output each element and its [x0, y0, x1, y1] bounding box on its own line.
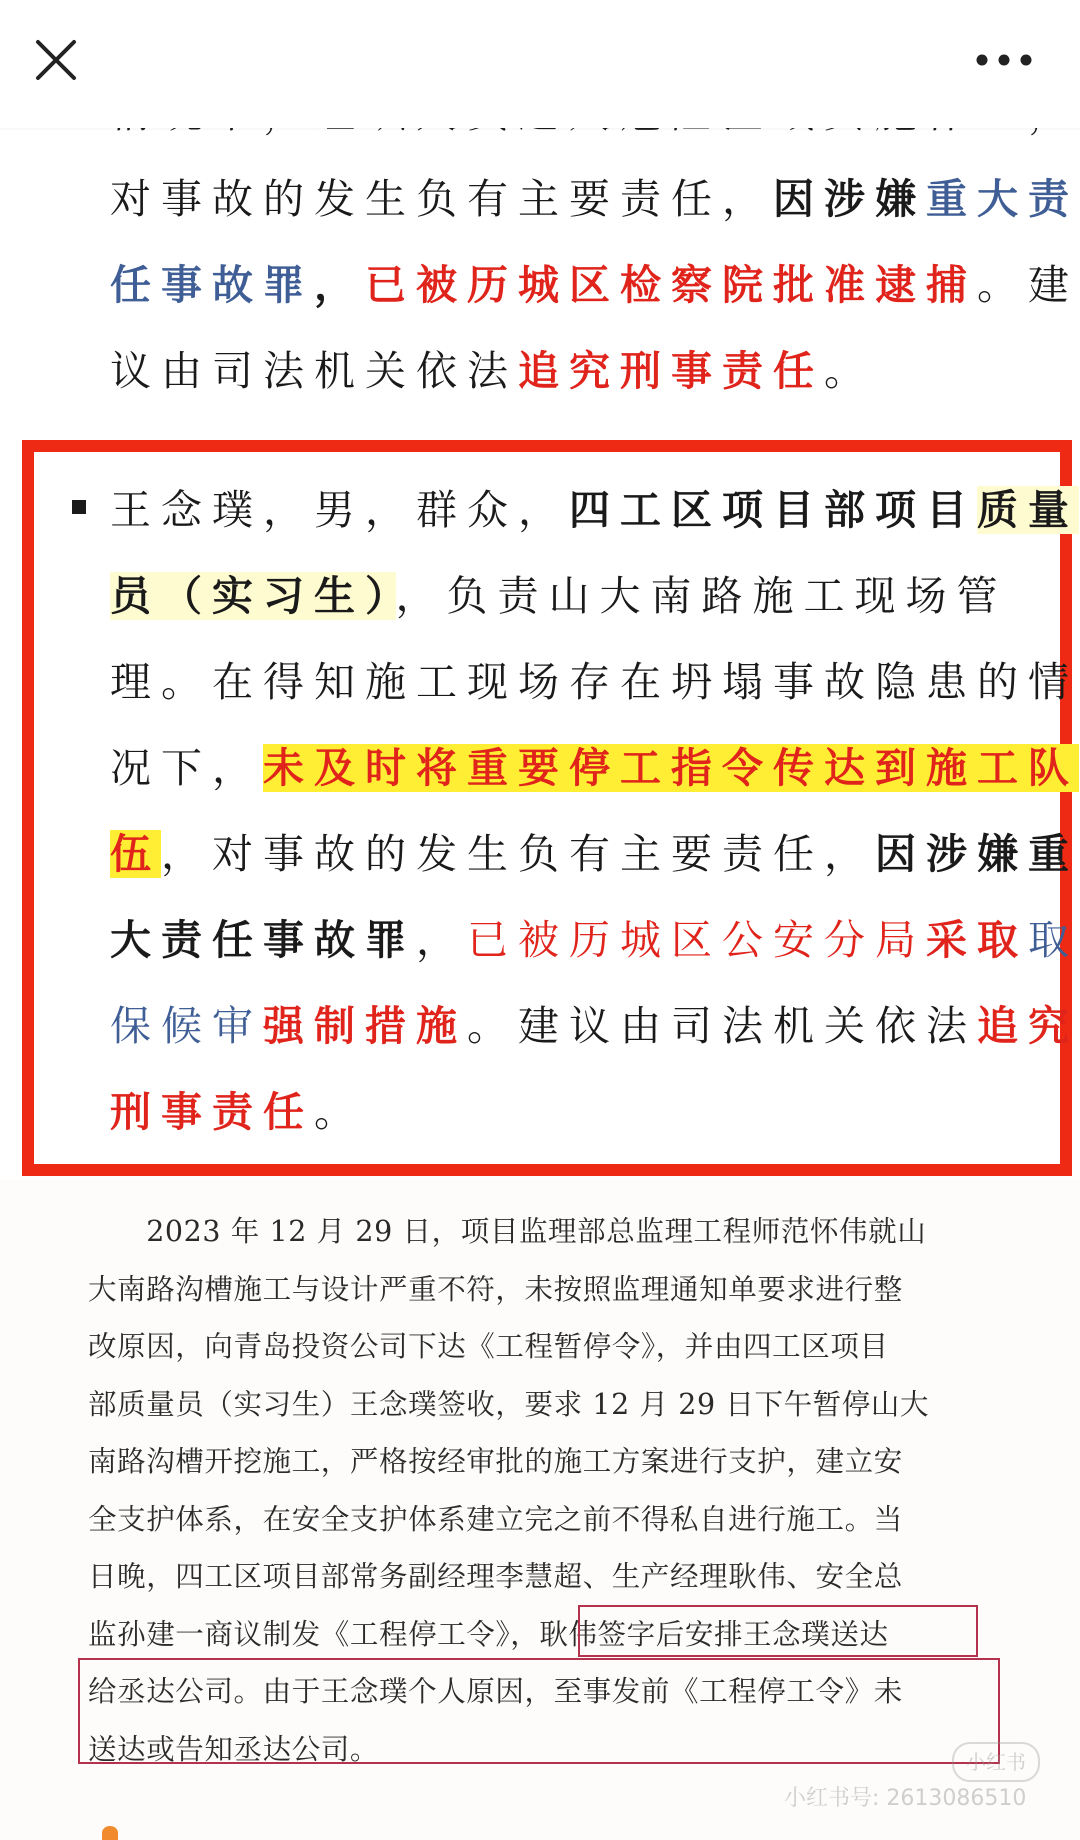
next-section-marker — [102, 1826, 118, 1840]
document-line: 2023 年 12 月 29 日，项目监理部总监理工程师范怀伟就山 — [88, 1215, 927, 1248]
crime-link[interactable]: 任事故罪 — [110, 261, 314, 309]
bullet-icon — [72, 500, 86, 514]
document-line: 全支护体系，在安全支护体系建立完之前不得私自进行施工。当 — [88, 1502, 903, 1536]
document-line: 大南路沟槽施工与设计严重不符，未按照监理通知单要求进行整 — [88, 1272, 903, 1306]
document-line: 给丞达公司。由于王念璞个人原因，至事发前《工程停工令》未 — [88, 1675, 903, 1708]
paragraph-line: 议由司法机关依法追究刑事责任。 — [110, 347, 875, 395]
paragraph-line: 对事故的发生负有主要责任，因涉嫌重大责 — [110, 175, 1079, 223]
annotation-frame — [578, 1605, 978, 1657]
watermark-logo: 小红书 — [952, 1742, 1040, 1782]
paragraph-line: 任事故罪，已被历城区检察院批准逮捕。建 — [110, 261, 1079, 309]
more-button[interactable] — [972, 42, 1036, 78]
close-icon — [30, 34, 82, 86]
document-line: 改原因，向青岛投资公司下达《工程暂停令》，并由四工区项目 — [88, 1330, 889, 1363]
crime-link[interactable]: 保候审 — [110, 1002, 263, 1050]
paragraph-line: 况下，未及时将重要停工指令传达到施工队 — [110, 744, 1079, 792]
paragraph-line: 保候审强制措施。建议由司法机关依法追究 — [110, 1002, 1079, 1050]
close-button[interactable] — [30, 34, 82, 86]
document-line: 监孙建一商议制发《工程停工令》，耿伟签字后安排王念璞送达 — [88, 1617, 889, 1651]
paragraph-line: 伍，对事故的发生负有主要责任，因涉嫌重 — [110, 830, 1079, 878]
paragraph-line: 大责任事故罪，已被历城区公安分局采取取 — [110, 916, 1079, 964]
document-line: 送达或告知丞达公司。 — [88, 1732, 380, 1766]
paragraph-line: 刑事责任。 — [110, 1088, 365, 1136]
paragraph-line: 王念璞，男，群众，四工区项目部项目质量 — [110, 486, 1079, 534]
document-line: 日晚，四工区项目部常务副经理李慧超、生产经理耿伟、安全总 — [88, 1560, 903, 1593]
watermark-id: 小红书号: 2613086510 — [784, 1786, 1027, 1811]
boxed-paragraph — [110, 467, 1079, 1155]
crime-link[interactable]: 取 — [1028, 916, 1079, 964]
more-icon — [972, 42, 1036, 78]
paragraph-line: 员（实习生），负责山大南路施工现场管 — [110, 572, 1008, 620]
paragraph-line: 理。在得知施工现场存在坍塌事故隐患的情 — [110, 658, 1079, 706]
crime-link[interactable]: 重大责 — [926, 175, 1079, 223]
document-line: 南路沟槽开挖施工，严格按经审批的施工方案进行支护，建立安 — [88, 1445, 903, 1478]
annotation-frame — [78, 1658, 1000, 1764]
document-line: 部质量员（实习生）王念璞签收，要求 12 月 29 日下午暂停山大 — [88, 1387, 930, 1421]
top-bar — [0, 0, 1080, 128]
